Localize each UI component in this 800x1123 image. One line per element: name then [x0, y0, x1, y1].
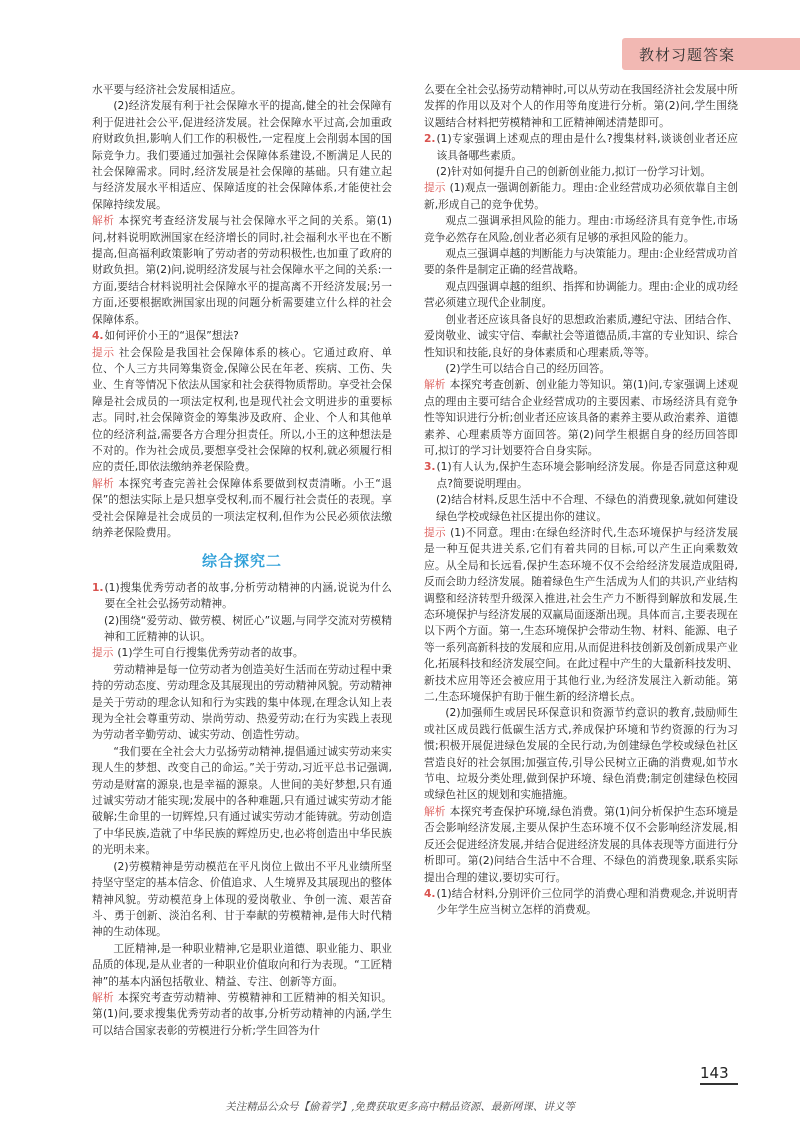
question-number: 3.	[424, 460, 436, 474]
footer-note: 关注精品公众号【偷着学】,免费获取更多高中精品资源、最新网课、讲义等	[225, 1101, 575, 1113]
question-3	[424, 459, 738, 492]
question-text: (1)结合材料,分别评价三位同学的消费心理和消费观念,并说明青少年学生应当树立怎样的消费观。	[436, 886, 738, 917]
hint-text: 观点三强调卓越的判断能力与决策能力。理由:企业经营成功首要的条件是制定正确的经营战略。	[424, 247, 738, 277]
question-number: 4.	[92, 329, 104, 343]
analysis-tag: 解析	[92, 990, 114, 1004]
question-text: (2)结合材料,反思生活中不合理、不绿色的消费现象,就如何建设绿色学校或绿色社区提出你的建议。	[436, 493, 738, 523]
hint-text: 创业者还应该具备良好的思想政治素质,遵纪守法、团结合作、爱岗敬业、诚实守信、奉献社会等道德品质,丰富的专业知识、综合性知识和技能,良好的身体素质和心理素质,等等。	[424, 312, 738, 359]
hint-text: (2)劳模精神是劳动模范在平凡岗位上做出不平凡业绩所坚持坚守坚定的基本信念、价值追求、人生境界及其展现出的整体精神风貌。劳动模范身上体现的爱岗敬业、争创一流、艰苦奋斗、勇于创新、淡泊名利、甘于奉献的劳模精神,是伟大时代精神的生动体现。	[92, 859, 392, 939]
header-title: 教材习题答案	[639, 46, 736, 64]
hint-text: 工匠精神,是一种职业精神,它是职业道德、职业能力、职业品质的体现,是从业者的一种职业价值取向和行为表现。“工匠精神”的基本内涵包括敬业、精益、专注、创新等方面。	[92, 941, 392, 988]
analysis-text: 本探究考查完善社会保障体系要做到权责清晰。小王“退保”的想法实际上是只想享受权利,而不履行社会责任的表现。享受社会保障是社会成员的一项法定权利,但作为公民必须依法缴纳养老保险费用。	[92, 476, 392, 539]
hint-text: (1)不同意。理由:在绿色经济时代,生态环境保护与经济发展是一种互促共进关系,它们有着共同的目标,可以产生正向乘数效应。从全局和长远看,保护生态环境不仅不会给经济发展造成阻碍,反而会助力经济发展。随着绿色生产生活成为人们的共识,产业结构调整和经济转型升级深入推进,社会生产力不断得到解放和发展,生态环境保护与经济发展的双赢局面逐渐出现。具体而言,主要表现在以下两个方面。第一,生态环境保护会带动生物、材料、能源、电子等一系列高新科技的发展和应用,从而促进科技创新及创新成果产业化,拓展科技和经济发展空间。在此过程中产生的大量新科技发明、新技术应用等还会被应用于其他行业,为经济发展注入新动能。第二,生态环境保护有助于催生新的经济增长点。	[424, 525, 738, 704]
hint-text: (1)观点一强调创新能力。理由:企业经营成功必须依靠自主创新,形成自己的竞争优势。	[424, 181, 738, 211]
hint-tag: 提示	[92, 646, 114, 660]
analysis-text: 本探究考查保护环境,绿色消费。第(1)问分析保护生态环境是否会影响经济发展,主要从保护生态环境不仅不会影响经济发展,相反还会促进经济发展,并结合促进经济发展的具体表现等方面进行分析即可。第(2)问结合生活中不合理、不绿色的消费现象,联系实际提出合理的建议,要切实可行。	[424, 804, 738, 884]
question-text: (1)专家强调上述观点的理由是什么?搜集材料,谈谈创业者还应该具备哪些素质。	[436, 132, 738, 162]
section-title: 综合探究二	[201, 552, 282, 571]
paragraph: 水平要与经济社会发展相适应。	[92, 83, 242, 96]
question-text: (2)针对如何提升自己的创新创业能力,拟订一份学习计划。	[436, 165, 712, 179]
question-text: (1)搜集优秀劳动者的故事,分析劳动精神的内涵,说说为什么要在全社会弘扬劳动精神。	[104, 580, 392, 611]
page-number-underline	[700, 1083, 738, 1085]
analysis-text: 本探究考查经济发展与社会保障水平之间的关系。第(1)问,材料说明欧洲国家在经济增长的同时,社会福利水平也在不断提高,但高福利政策影响了劳动者的劳动积极性,也加重了政府的财政负担。第(2)问,说明经济发展与社会保障水平之间的关系:一方面,要结合材料说明社会保障水平的提高离不开经济发展;另一方面,还要根据欧洲国家出现的问题分析需要建立什么样的社会保障体系。	[92, 214, 393, 326]
hint-text: (2)学生可以结合自己的经历回答。	[445, 361, 611, 375]
hint-tag: 提示	[424, 181, 446, 195]
hint-text: (1)学生可自行搜集优秀劳动者的故事。	[117, 646, 304, 660]
hint-text: 观点二强调承担风险的能力。理由:市场经济具有竞争性,市场竞争必然存在风险,创业者必须有足够的承担风险的能力。	[424, 214, 738, 244]
page-number: 143	[700, 1064, 729, 1082]
analysis-tag: 解析	[92, 476, 115, 490]
paragraph: (2)经济发展有利于社会保障水平的提高,健全的社会保障有利于促进社会公平,促进经济发展。社会保障水平过高,会加重政府财政负担,影响人们工作的积极性,一定程度上会削弱本国的国际竞争力。我们要通过加强社会保障体系建设,不断满足人民的社会保障需求。同时,经济发展是社会保障的基础。只有建立起与经济发展水平相适应、保障适度的社会保障体系,才能使社会保障持续发展。	[92, 99, 392, 211]
hint-tag: 提示	[424, 525, 447, 539]
hint-text: (2)加强师生或居民环保意识和资源节约意识的教育,鼓励师生或社区成员践行低碳生活方式,养成保护环境和节约资源的行为习惯;积极开展促进绿色发展的全民行动,为创建绿色学校或绿色社区营造良好的社会氛围;加强宣传,引导公民树立正确的消费观,如节水节电、垃圾分类处理,做到保护环境、绿色消费;制定创建绿色校园或绿色社区的规划和实施措施。	[424, 706, 738, 802]
left-column	[92, 82, 392, 1039]
question-1	[92, 580, 392, 613]
hint-text: “我们要在全社会大力弘扬劳动精神,提倡通过诚实劳动来实现人生的梦想、改变自己的命运。”关于劳动,习近平总书记强调,劳动是财富的源泉,也是幸福的源泉。人世间的美好梦想,只有通过诚实劳动才能实现;发展中的各种难题,只有通过诚实劳动才能破解;生命里的一切辉煌,只有通过诚实劳动才能铸就。劳动创造了中华民族,造就了中华民族的辉煌历史,也必将创造出中华民族的光明未来。	[92, 744, 392, 857]
right-column	[424, 82, 738, 919]
analysis-tag: 解析	[424, 804, 446, 818]
question-4	[424, 886, 738, 919]
question-number: 1.	[92, 580, 104, 594]
header-tab	[622, 38, 800, 70]
hint-text: 社会保险是我国社会保障体系的核心。它通过政府、单位、个人三方共同筹集资金,保障公民在年老、疾病、工伤、失业、生育等情况下依法从国家和社会获得物质帮助。享受社会保障是社会成员的一项法定权利,也是现代社会文明进步的重要标志。同时,社会保障资金的筹集涉及政府、企业、个人和其他单位的经济利益,需要各方合理分担责任。所以,小王的这种想法是不对的。作为社会成员,要想享受社会保障的权利,就必须履行相应的责任,即依法缴纳养老保险费。	[92, 345, 392, 474]
question-text: 如何评价小王的“退保”想法?	[104, 329, 239, 343]
paragraph: 么要在全社会弘扬劳动精神时,可以从劳动在我国经济社会发展中所发挥的作用以及对个人的作用等角度进行分析。第(2)问,学生围绕议题结合材料把劳模精神和工匠精神阐述清楚即可。	[424, 83, 738, 129]
question-text: (2)围绕“爱劳动、做劳模、树匠心”议题,与同学交流对劳模精神和工匠精神的认识。	[104, 613, 392, 643]
analysis-tag: 解析	[92, 214, 115, 228]
question-2	[424, 131, 738, 164]
analysis-text: 本探究考查劳动精神、劳模精神和工匠精神的相关知识。第(1)问,要求搜集优秀劳动者的故事,分析劳动精神的内涵,学生可以结合国家表彰的劳模进行分析;学生回答为什	[92, 990, 392, 1037]
analysis-text: 本探究考查创新、创业能力等知识。第(1)问,专家强调上述观点的理由主要可结合企业经营成功的主要因素、市场经济具有竞争性等知识进行分析;创业者还应该具备的素养主要从政治素养、道德素养、心理素质等方面回答。第(2)问学生根据自身的经历回答即可,拟订的学习计划要符合自身实际。	[424, 378, 738, 457]
question-4	[92, 328, 392, 344]
hint-text: 劳动精神是每一位劳动者为创造美好生活而在劳动过程中秉持的劳动态度、劳动理念及其展现出的劳动精神风貌。劳动精神是关于劳动的理念认知和行为实践的集中体现,在理念认知上表现为全社会尊重劳动、崇尚劳动、热爱劳动;在行为实践上表现为劳动者辛勤劳动、诚实劳动、创造性劳动。	[92, 662, 392, 742]
hint-text: 观点四强调卓越的组织、指挥和协调能力。理由:企业的成功经营必须建立现代企业制度。	[424, 279, 738, 310]
question-number: 4.	[424, 886, 436, 900]
analysis-tag: 解析	[424, 378, 446, 392]
question-text: (1)有人认为,保护生态环境会影响经济发展。你是否同意这种观点?简要说明理由。	[436, 460, 738, 490]
question-number: 2.	[424, 132, 436, 146]
hint-tag: 提示	[92, 345, 115, 359]
